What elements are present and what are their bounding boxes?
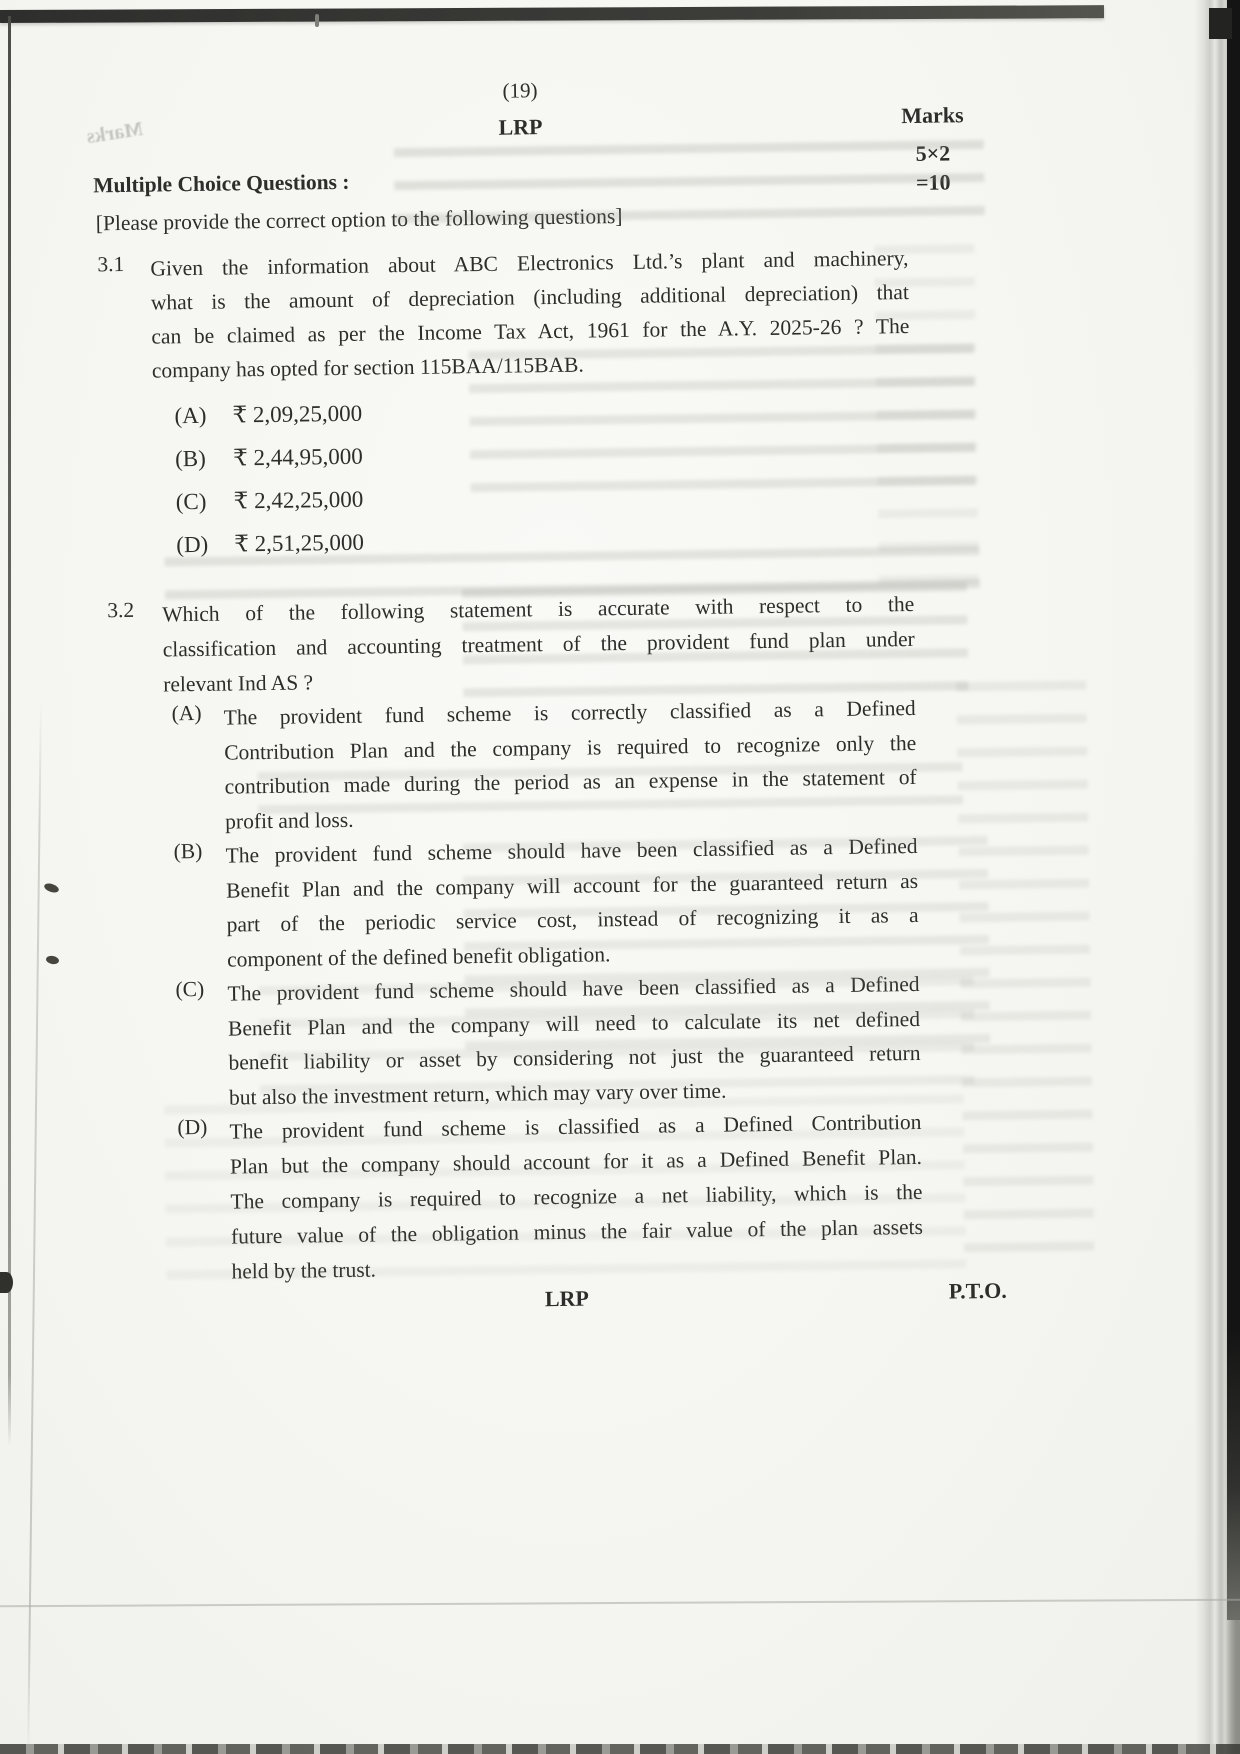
option-text <box>229 1105 923 1290</box>
question-3-2-text <box>162 587 915 702</box>
option-line: Benefit Plan and the company will account for the guaranteed return as <box>225 868 919 903</box>
marks-column <box>878 102 987 197</box>
option-label: (A) <box>174 402 207 429</box>
option-line: part of the periodic service cost, instead of recognizing it as a <box>226 902 919 937</box>
paper-code-top: LRP <box>498 114 543 140</box>
option-d-row <box>176 530 364 559</box>
option-b-row <box>175 444 363 473</box>
marks-label: Marks <box>901 102 964 129</box>
option-line: The provident fund scheme should have been classified as a Defined <box>227 971 920 1006</box>
option-line: The provident fund scheme should have been classified as a Defined <box>225 833 918 868</box>
question-line: can be claimed as per the Income Tax Act, 1961 for the A.Y. 2025-26 ? The <box>151 314 910 349</box>
question-line: relevant Ind AS ? <box>163 670 314 697</box>
option-line: future value of the obligation minus the fair value of the plan assets <box>230 1214 924 1249</box>
option-amount: ₹ 2,44,95,000 <box>232 443 363 471</box>
option-line: benefit liability or asset by considering not just the guaranteed return <box>228 1040 921 1075</box>
ink-smudge <box>0 1272 13 1293</box>
option-text <box>227 967 921 1115</box>
option-label: (C) <box>175 976 205 1002</box>
question-line: Which of the following statement is accurate with respect to the <box>162 591 915 627</box>
option-d-row <box>177 1105 927 1290</box>
option-line: The provident fund scheme is classified as a Defined Contribution <box>229 1109 922 1144</box>
option-line: The company is required to recognize a net liability, which is the <box>230 1179 923 1214</box>
option-c-row <box>176 487 364 516</box>
option-line: Benefit Plan and the company will need to calculate its net defined <box>227 1006 921 1041</box>
option-line: Plan but the company should account for it as a Defined Benefit Plan. <box>229 1144 923 1179</box>
option-label: (A) <box>171 700 202 726</box>
bleedthrough-marks-text: Marks <box>85 117 145 149</box>
question-line: company has opted for section 115BAA/115BAB. <box>151 352 584 383</box>
option-label: (B) <box>173 838 203 864</box>
option-amount: ₹ 2,51,25,000 <box>234 529 365 557</box>
pto-label: P.T.O. <box>948 1277 1007 1304</box>
question-3-1-number: 3.1 <box>97 251 125 277</box>
option-label: (D) <box>176 531 209 558</box>
option-b-row <box>173 829 923 977</box>
question-line: Given the information about ABC Electronics Ltd.’s plant and machinery, <box>150 246 909 281</box>
option-a-row <box>171 691 921 839</box>
option-text <box>225 829 919 977</box>
option-amount: ₹ 2,09,25,000 <box>232 400 363 428</box>
option-line: held by the trust. <box>231 1257 377 1284</box>
marks-allocation: 5×2 <box>915 140 951 166</box>
bleedthrough-text-block <box>956 681 1094 1253</box>
section-instruction: [Please provide the correct option to the following questions] <box>95 204 623 236</box>
option-line: The provident fund scheme is correctly classified as a Defined <box>223 695 916 730</box>
option-line: Contribution Plan and the company is required to recognize only the <box>224 730 917 765</box>
option-a-row <box>174 401 362 430</box>
option-line: component of the defined benefit obligation. <box>226 941 611 972</box>
option-label: (B) <box>174 445 206 472</box>
question-3-2-number: 3.2 <box>107 597 135 623</box>
page-number: (19) <box>502 78 538 103</box>
marks-total: =10 <box>915 169 951 195</box>
question-line: what is the amount of depreciation (including additional depreciation) that <box>150 280 910 315</box>
option-label: (C) <box>175 488 207 515</box>
question-line: classification and accounting treatment of the provident fund plan under <box>162 626 915 662</box>
section-title: Multiple Choice Questions : <box>93 169 350 198</box>
question-3-1-text <box>150 241 910 388</box>
option-label: (D) <box>177 1114 208 1140</box>
option-line: but also the investment return, which may vary over time. <box>228 1078 727 1110</box>
paper-code-bottom: LRP <box>544 1285 590 1312</box>
option-line: contribution made during the period as an expense in the statement of <box>224 764 917 799</box>
option-c-row <box>175 967 925 1115</box>
option-line: profit and loss. <box>225 807 354 834</box>
option-text <box>223 691 917 839</box>
option-amount: ₹ 2,42,25,000 <box>233 486 364 514</box>
